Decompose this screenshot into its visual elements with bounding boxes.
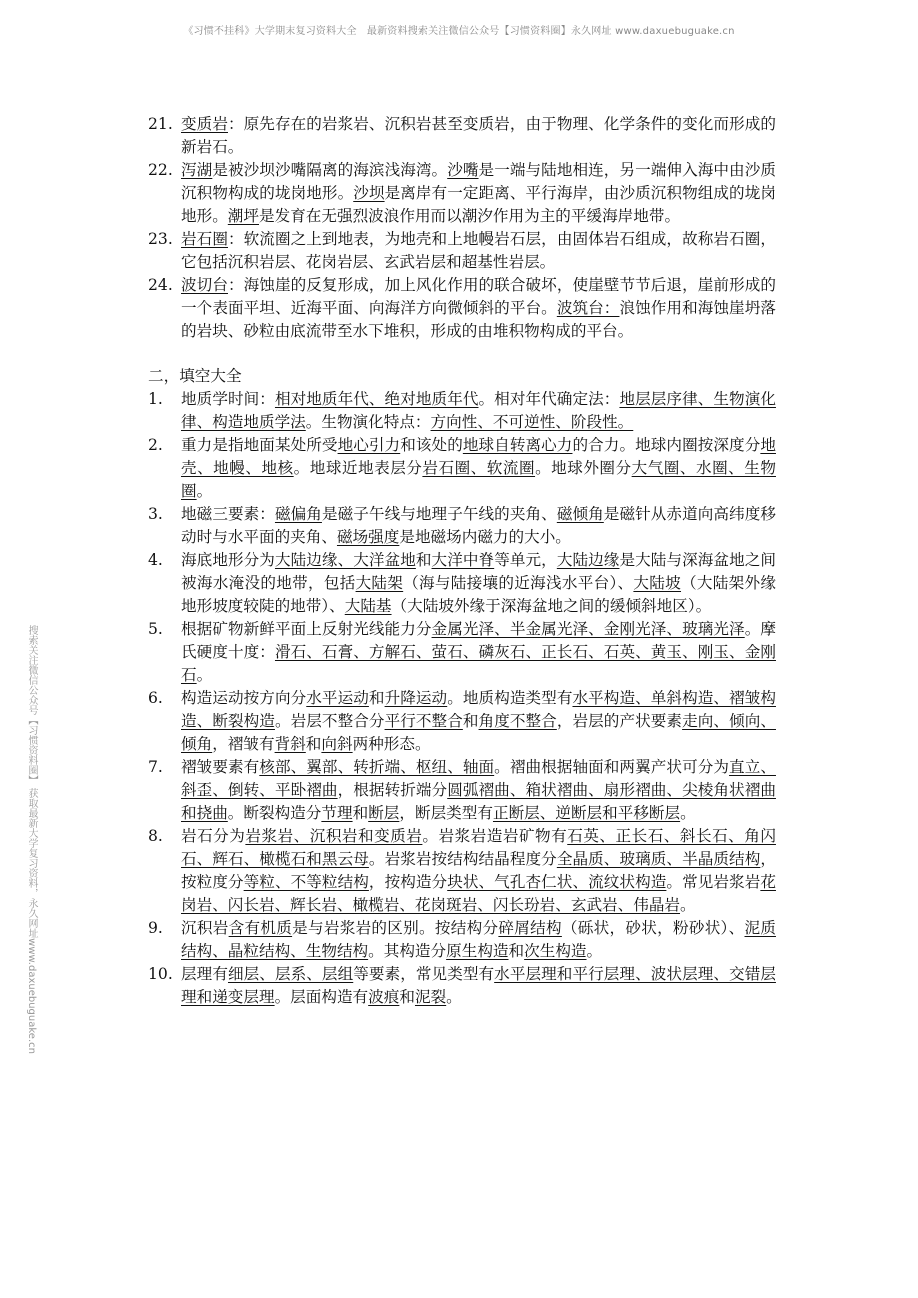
- text-segment: 浪蚀作用和海蚀崖坍落的岩块、砂粒由底流带至水下堆积，形成的由堆积物构成的平台。: [181, 299, 776, 340]
- item-text: [181, 963, 776, 1009]
- underlined-term: 块状、气孔杏仁状、流纹状构造: [447, 873, 667, 891]
- underlined-term: 等粒、不等粒结构: [243, 873, 369, 891]
- definition-item: [148, 274, 776, 343]
- item-text: [181, 388, 776, 434]
- underlined-term: 磁偏角: [274, 505, 322, 523]
- underlined-term: 地心引力: [337, 436, 401, 454]
- text-segment: 和该处的: [400, 436, 463, 454]
- text-segment: 和: [368, 689, 385, 707]
- text-segment: 沉积岩: [181, 919, 229, 937]
- text-segment: 根据矿物新鲜平面上反射光线能力分: [181, 620, 432, 638]
- item-number: 21.: [148, 115, 173, 133]
- underlined-term: 水平层理和平行层理、波状层理、交错层理和递变层理: [181, 965, 776, 1006]
- text-segment: ，按粒度分: [181, 850, 776, 891]
- text-segment: 。: [196, 482, 213, 500]
- underlined-term: 角度不整合: [478, 712, 557, 730]
- text-segment: 。其构造分: [368, 942, 447, 960]
- underlined-term: 变质岩: [181, 115, 228, 133]
- text-segment: 。岩浆岩造岩矿物有: [422, 827, 568, 845]
- underlined-term: 水平运动: [306, 689, 369, 707]
- fill-blank-item: [148, 503, 776, 549]
- underlined-term: 大洋中脊: [431, 551, 495, 569]
- text-segment: ，根据转折端分: [337, 781, 448, 799]
- underlined-term: 磁场强度: [336, 528, 400, 546]
- text-segment: 是与岩浆岩的区别。按结构分: [292, 919, 499, 937]
- underlined-term: 泻湖: [181, 161, 213, 179]
- underlined-term: 方向性、不可逆性、阶段性。: [430, 413, 634, 431]
- text-segment: 是磁针从赤道向高纬度移动时与水平面的夹角、: [181, 505, 776, 546]
- fill-blank-item: [148, 549, 776, 618]
- text-segment: 。相对年代确定法：: [478, 390, 620, 408]
- underlined-term: 平行不整合: [384, 712, 463, 730]
- underlined-term: 地壳、地幔、地核: [181, 436, 776, 477]
- text-segment: 是被沙坝沙嘴隔离的海滨浅海湾。: [212, 161, 448, 179]
- page-header: 《习惯不挂科》大学期末复习资料大全 最新资料搜索关注微信公众号【习惯资料圈】永久网址 www.daxuebuguake.cn: [183, 26, 735, 37]
- text-segment: ，岩层的产状要素: [556, 712, 683, 730]
- text-segment: 和: [352, 804, 369, 822]
- underlined-term: 波痕: [368, 988, 400, 1006]
- text-segment: 等要素，常见类型有: [353, 965, 495, 983]
- text-segment: 。: [446, 988, 462, 1006]
- underlined-term: 磁倾角: [556, 505, 604, 523]
- document-body: [148, 113, 776, 1009]
- text-segment: （大陆坡外缘于深海盆地之间的缓倾斜地区）。: [391, 597, 712, 615]
- text-segment: 。地球外圈分: [535, 459, 632, 477]
- underlined-term: 波筑台：: [556, 299, 620, 317]
- item-number: 7.: [148, 758, 163, 776]
- fill-blank-item: [148, 618, 776, 687]
- item-text: [181, 917, 776, 963]
- text-segment: 和: [415, 551, 432, 569]
- definition-list: [148, 113, 776, 343]
- text-segment: 地磁三要素：: [181, 505, 275, 523]
- text-segment: 和: [399, 988, 415, 1006]
- text-segment: ，断层类型有: [399, 804, 493, 822]
- text-segment: 是地磁场内磁力的大小。: [399, 528, 571, 546]
- definition-item: [148, 159, 776, 228]
- underlined-term: 地层层序律、生物演化律、构造地质学法: [181, 390, 776, 431]
- underlined-term: 圆弧褶曲、箱状褶曲、扇形褶曲、尖棱角状褶曲和挠曲: [181, 781, 776, 822]
- underlined-term: 碎屑结构: [498, 919, 562, 937]
- underlined-term: 花岗岩、闪长岩、辉长岩、橄榄岩、花岗斑岩、闪长玢岩、玄武岩、伟晶岩: [181, 873, 776, 914]
- underlined-term: 大气圈、水圈、生物圈: [181, 459, 776, 500]
- text-segment: ，褶皱有: [212, 735, 275, 753]
- underlined-term: 大陆坡: [633, 574, 682, 592]
- text-segment: （大陆架外缘地形坡度较陡的地带）、: [181, 574, 776, 615]
- underlined-term: 全晶质、玻璃质、半晶质结构: [556, 850, 761, 868]
- item-number: 22.: [148, 161, 173, 179]
- underlined-term: 大陆边缘: [556, 551, 620, 569]
- item-number: 2.: [148, 436, 163, 454]
- underlined-term: 金属光泽、半金属光泽、金刚光泽、玻璃光泽: [431, 620, 745, 638]
- text-segment: 。岩层不整合分: [274, 712, 385, 730]
- text-segment: 是一端与陆地相连，另一端伸入海中由沙质沉积物构成的垅岗地形。: [181, 161, 776, 202]
- underlined-term: 相对地质年代、绝对地质年代: [274, 390, 479, 408]
- text-segment: 构造运动按方向分: [181, 689, 307, 707]
- text-segment: ：软流圈之上到地表，为地壳和上地幔岩石层，由固体岩石组成，故称岩石圈，它包括沉积岩层、花岗岩层、玄武岩层和超基性岩层。: [181, 230, 776, 271]
- underlined-term: 波切台: [181, 276, 228, 294]
- text-segment: 。摩氏硬度十度：: [181, 620, 776, 661]
- item-number: 8.: [148, 827, 163, 845]
- underlined-term: 大陆基: [344, 597, 392, 615]
- text-segment: 岩石分为: [181, 827, 246, 845]
- text-segment: 。: [680, 896, 696, 914]
- item-text: [181, 503, 776, 549]
- text-segment: （砾状，砂状，粉砂状）、: [561, 919, 745, 937]
- item-number: 9.: [148, 919, 163, 937]
- item-text: [181, 618, 776, 687]
- text-segment: 。层面构造有: [274, 988, 369, 1006]
- underlined-term: 走向、倾向、倾角: [181, 712, 776, 753]
- underlined-term: 含有机质: [228, 919, 293, 937]
- underlined-term: 细层、层系、层组: [227, 965, 354, 983]
- text-segment: 和: [508, 942, 525, 960]
- underlined-term: 沙嘴: [447, 161, 479, 179]
- text-segment: 和: [462, 712, 479, 730]
- underlined-term: 泥裂: [414, 988, 447, 1006]
- underlined-term: 背斜: [274, 735, 306, 753]
- item-number: 4.: [148, 551, 163, 569]
- underlined-term: 节理: [321, 804, 353, 822]
- item-number: 23.: [148, 230, 173, 248]
- item-number: 1.: [148, 390, 163, 408]
- fill-blank-item: [148, 434, 776, 503]
- text-segment: 褶皱要素有: [181, 758, 260, 776]
- text-segment: 。: [680, 804, 696, 822]
- underlined-term: 原生构造: [446, 942, 509, 960]
- text-segment: 两种形态。: [352, 735, 431, 753]
- fill-blank-list: [148, 388, 776, 1009]
- text-segment: 是磁子午线与地理子午线的夹角、: [321, 505, 557, 523]
- section-title: 二，填空大全: [148, 367, 242, 385]
- fill-blank-item: [148, 825, 776, 917]
- text-segment: 层理有: [181, 965, 228, 983]
- text-segment: ：原先存在的岩浆岩、沉积岩甚至变质岩，由于物理、化学条件的变化而形成的新岩石。: [181, 115, 776, 156]
- text-segment: （海与陆接壤的近海浅水平台）、: [403, 574, 634, 592]
- underlined-term: 直立、斜歪、倒转、平卧褶曲: [181, 758, 776, 799]
- underlined-term: 向斜: [321, 735, 353, 753]
- item-number: 5.: [148, 620, 163, 638]
- text-segment: 等单元，: [494, 551, 557, 569]
- item-text: [181, 434, 776, 503]
- item-text: [181, 159, 776, 228]
- text-segment: 。常见岩浆岩: [666, 873, 761, 891]
- underlined-term: 沙坝: [353, 184, 385, 202]
- underlined-term: 岩浆岩、沉积岩和变质岩: [245, 827, 423, 845]
- text-segment: 的合力。地球内圈按深度分: [572, 436, 761, 454]
- underlined-term: 次生构造: [524, 942, 587, 960]
- item-text: [181, 825, 776, 917]
- underlined-term: 地球自转离心力: [462, 436, 573, 454]
- text-segment: ，按构造分: [368, 873, 448, 891]
- text-segment: 。地质构造类型有: [447, 689, 573, 707]
- underlined-term: 断层: [368, 804, 400, 822]
- underlined-term: 正断层、逆断层和平移断层: [492, 804, 681, 822]
- item-text: [181, 756, 776, 825]
- text-segment: 是发育在无强烈波浪作用而以潮汐作用为主的平缓海岸地带。: [259, 207, 681, 225]
- text-segment: 。: [586, 942, 603, 960]
- underlined-term: 滑石、石膏、方解石、萤石、磷灰石、正长石、石英、黄玉、刚玉、金刚石: [181, 643, 776, 684]
- fill-blank-item: [148, 756, 776, 825]
- text-segment: 是离岸有一定距离、平行海岸，由沙质沉积物组成的垅岗地形。: [181, 184, 776, 225]
- text-segment: 。褶曲根据轴面和两翼产状可分为: [494, 758, 730, 776]
- text-segment: 重力是指地面某处所受: [181, 436, 338, 454]
- underlined-term: 核部、翼部、转折端、枢纽、轴面: [259, 758, 495, 776]
- definition-item: [148, 228, 776, 274]
- fill-blank-item: [148, 388, 776, 434]
- item-text: [181, 228, 776, 274]
- text-segment: ：海蚀崖的反复形成，加上风化作用的联合破坏，使崖壁节节后退，崖前形成的一个表面平坦、近海平面、向海洋方向微倾斜的平台。: [181, 276, 776, 317]
- fill-blank-item: [148, 917, 776, 963]
- definition-item: [148, 113, 776, 159]
- underlined-term: 大陆架: [355, 574, 404, 592]
- underlined-term: 岩石圈: [181, 230, 228, 248]
- underlined-term: 石英、正长石、斜长石、角闪石、辉石、橄榄石和黑云母: [181, 827, 776, 868]
- item-number: 24.: [148, 276, 173, 294]
- text-segment: 。: [196, 666, 213, 684]
- text-segment: 海底地形分为: [181, 551, 275, 569]
- text-segment: 是大陆与深海盆地之间被海水淹没的地带，包括: [181, 551, 776, 592]
- item-text: [181, 113, 776, 159]
- text-segment: 。生物演化特点：: [305, 413, 431, 431]
- fill-blank-item: [148, 963, 776, 1009]
- item-text: [181, 274, 776, 343]
- item-number: 6.: [148, 689, 163, 707]
- text-segment: 。地球近地表层分: [293, 459, 423, 477]
- underlined-term: 水平构造、单斜构造、褶皱构造、断裂构造: [181, 689, 776, 730]
- underlined-term: 升降运动: [384, 689, 448, 707]
- underlined-term: 岩石圈、软流圈: [422, 459, 536, 477]
- text-segment: 。断裂构造分: [227, 804, 322, 822]
- item-text: [181, 687, 776, 756]
- underlined-term: 大陆边缘、大洋盆地: [274, 551, 416, 569]
- side-watermark: 搜索关注微信公众号【习惯资料圈】 获取最新大学复习资料，永久网址www.daxuebuguake.cn: [26, 625, 37, 1054]
- fill-blank-item: [148, 687, 776, 756]
- item-text: [181, 549, 776, 618]
- underlined-term: 潮坪: [227, 207, 259, 225]
- underlined-term: 泥质结构、晶粒结构、生物结构: [181, 919, 776, 960]
- text-segment: 。岩浆岩按结构结晶程度分: [368, 850, 557, 868]
- item-number: 3.: [148, 505, 163, 523]
- text-segment: 地质学时间：: [181, 390, 275, 408]
- item-number: 10.: [148, 965, 173, 983]
- text-segment: 和: [305, 735, 322, 753]
